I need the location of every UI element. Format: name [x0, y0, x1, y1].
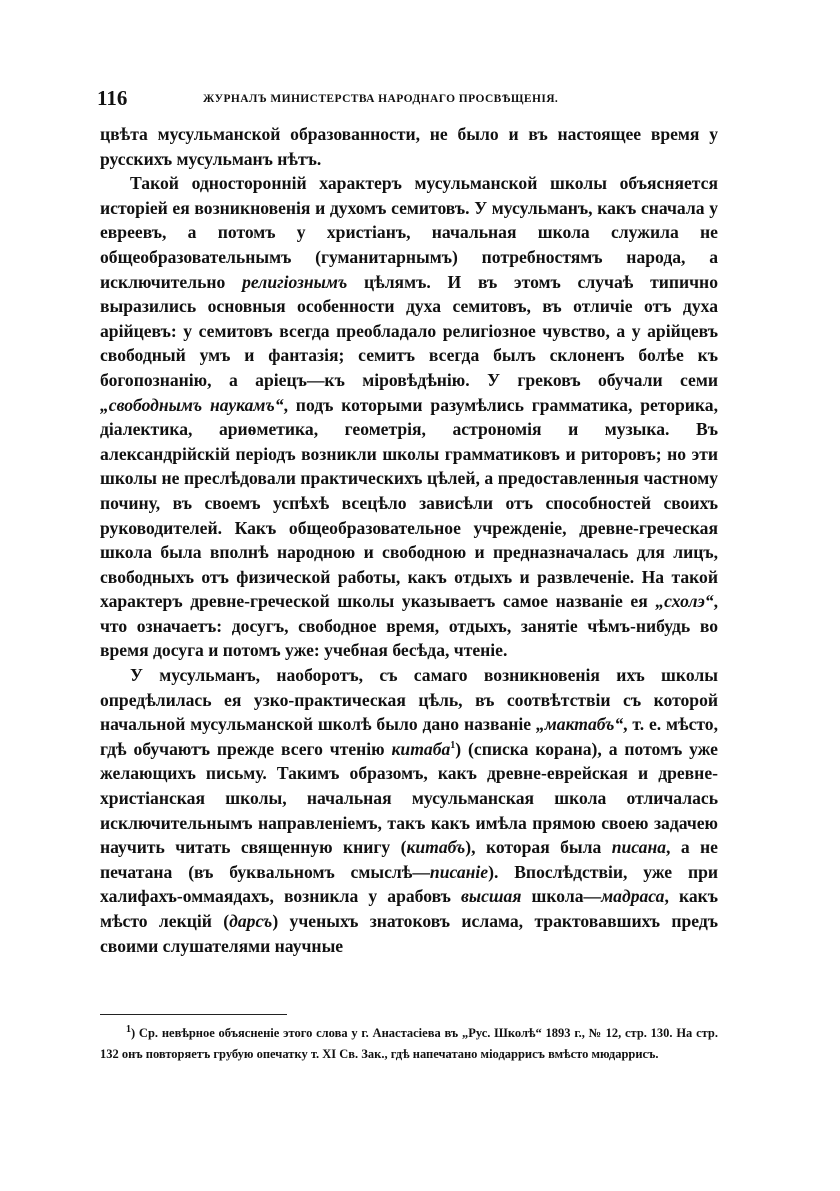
p3-text-i: ) ученыхъ знатоковъ ислама, трактовавшихъ предъ своими слушателями научные — [100, 911, 718, 956]
p3-text-d: ), которая была — [465, 837, 612, 858]
footnote — [100, 1023, 718, 1064]
p3-italic-maktab: „мактабъ“ — [535, 714, 624, 735]
p3-text-g: школа— — [521, 886, 602, 907]
p2-text-b: цѣлямъ. И въ этомъ случаѣ типично выразились основныя особенности духа семитовъ, въ отличіе отъ духа арійцевъ: у семитовъ всегда преобладало религіозное чувство, а у арійцевъ свободный умъ и фантазія; семитъ всегда былъ склоненъ болѣе къ богопознанію, а аріецъ—къ міровѣдѣнію. У грековъ обучали семи — [100, 271, 718, 390]
p3-text-c: ) (списка корана), а потомъ уже желающихъ письму. Такимъ образомъ, какъ древне-еврейская и древне-христіанская школы, начальная мусульманская школа отличалась исключительнымъ направленіемъ, такъ какъ имѣла прямою своею задачею научить читать священную книгу ( — [100, 738, 718, 858]
p3-italic-kitaba: китаба — [391, 738, 451, 759]
p2-text-a: Такой односторонній характеръ мусульманской школы объясняется исторіей ея возникновенія и духомъ семитовъ. У мусульманъ, какъ сначала у евреевъ, а потомъ у христіанъ, начальная школа служила не общеобразовательнымъ (гуманитарнымъ) потребностямъ народа, а исключительно — [100, 173, 718, 292]
p3-italic-dars: дарсъ — [229, 911, 273, 931]
p3-text-h: , какъ мѣсто лекцій ( — [100, 886, 719, 931]
running-title: ЖУРНАЛЪ МИНИСТЕРСТВА НАРОДНАГО ПРОСВѢЩЕНІЯ. — [203, 93, 559, 105]
p3-text-a: У мусульманъ, наоборотъ, съ самаго возникновенія ихъ школы опредѣлилась ея узко-практическая цѣль, въ соотвѣтствіи съ которой начальной мусульманской школѣ было дано названіе — [100, 665, 718, 735]
p2-italic-skhole: „схолэ“ — [655, 591, 714, 612]
p2-italic-religioznym: религіознымъ — [242, 271, 348, 292]
page-header — [97, 86, 722, 110]
p3-text-b: , т. е. мѣсто, гдѣ обучаютъ прежде всего чтенію — [100, 714, 718, 759]
p3-italic-pisanie: писаніе — [429, 861, 489, 882]
page-number: 116 — [97, 86, 128, 110]
paragraph-3 — [100, 663, 718, 958]
p3-italic-vysshaya: высшая — [461, 886, 522, 907]
p3-text-f: ). Впослѣдствіи, уже при халифахъ-оммаядахъ, возникла у арабовъ — [100, 861, 718, 907]
body-text — [100, 122, 718, 958]
footnote-marker: 1 — [126, 1023, 131, 1035]
paragraph-1: цвѣта мусульманской образованности, не было и въ настоящее время у русскихъ мусульманъ нѣтъ. — [100, 124, 718, 169]
p2-text-d: , что означаетъ: досугъ, свободное время, отдыхъ, занятіе чѣмъ-нибудь во время досуга и потомъ уже: учебная бесѣда, чтеніе. — [100, 591, 718, 661]
p2-text-c: , подъ которыми разумѣлись грамматика, реторика, діалектика, ариѳметика, геометрія, астрономія и музыка. Въ александрійскій періодъ возникли школы грамматиковъ и риторовъ; но эти школы не преслѣдовали практическихъ цѣлей, а предоставленныя частному почину, въ своемъ успѣхѣ всецѣло зависѣли отъ способностей своихъ руководителей. Какъ общеобразовательное учрежденіе, древне-греческая школа была вполнѣ народною и свободною и предназначалась для лицъ, свободныхъ отъ физической работы, какъ отдыхъ и развлеченіе. На такой характеръ древне-греческой школы указываетъ самое названіе ея — [100, 394, 718, 612]
paragraph-2 — [100, 171, 718, 663]
p3-italic-pisana: писана — [611, 837, 667, 858]
p2-italic-svobodnym-naukam: „свободнымъ наукамъ“ — [100, 394, 284, 415]
footnote-divider — [100, 1014, 287, 1015]
p3-text-e: , а не печатана (въ буквальномъ смыслѣ— — [100, 837, 718, 882]
p3-italic-kitab: китабъ — [406, 837, 466, 858]
p3-italic-madrasa: мадраса — [601, 886, 665, 907]
footnote-text: ) Ср. невѣрное объясненіе этого слова у г. Анастасіева въ „Рус. Школѣ“ 1893 г., № 12, стр. 130. На стр. 132 онъ повторяетъ грубую опечатку т. XI Св. Зак., гдѣ напечатано міодаррисъ вмѣсто мюдаррисъ. — [100, 1026, 718, 1061]
footnote-reference[interactable]: 1 — [450, 739, 456, 751]
